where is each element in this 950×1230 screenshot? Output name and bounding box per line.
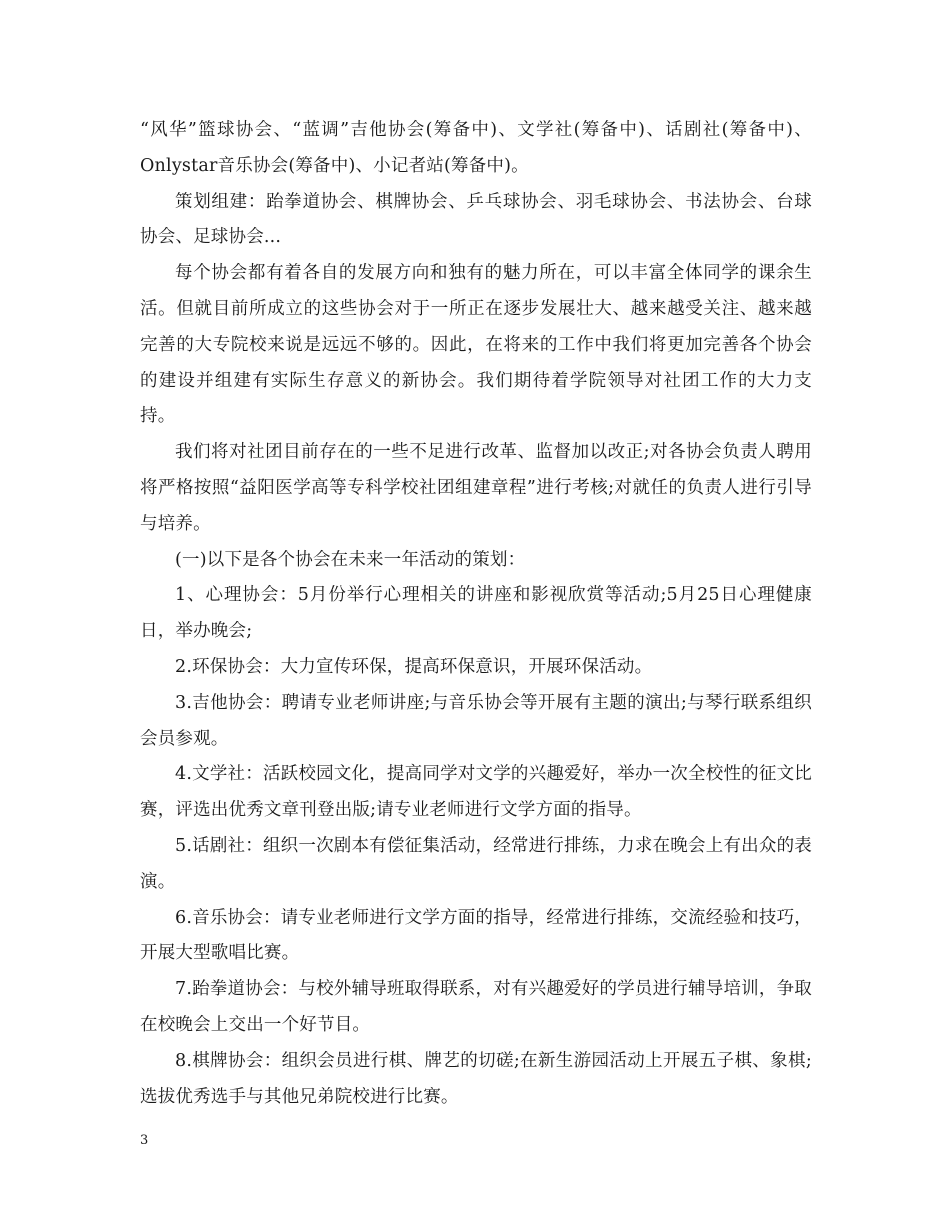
paragraph-section-heading: (一)以下是各个协会在未来一年活动的策划： (175, 549, 526, 570)
page-number: 3 (140, 1133, 149, 1148)
paragraph-item-1: 1、心理协会：5月份举行心理相关的讲座和影视欣赏等活动;5月25日心理健康日，举办晚会; (140, 585, 812, 642)
paragraph-reform: 我们将对社团目前存在的一些不足进行改革、监督加以改正;对各协会负责人聘用将严格按照“益阳医学高等专科学校社团组建章程”进行考核;对就任的负责人进行引导与培养。 (140, 442, 812, 534)
paragraph-item-6: 6.音乐协会：请专业老师进行文学方面的指导，经常进行排练，交流经验和技巧，开展大型歌唱比赛。 (140, 907, 812, 964)
paragraph-item-3: 3.吉他协会：聘请专业老师讲座;与音乐协会等开展有主题的演出;与琴行联系组织会员参观。 (140, 692, 812, 749)
paragraph-item-7: 7.跆拳道协会：与校外辅导班取得联系，对有兴趣爱好的学员进行辅导培训，争取在校晚会上交出一个好节目。 (140, 979, 812, 1035)
paragraph-item-4: 4.文学社：活跃校园文化，提高同学对文学的兴趣爱好，举办一次全校性的征文比赛，评选出优秀文章刊登出版;请专业老师进行文学方面的指导。 (140, 764, 812, 821)
paragraph-development: 每个协会都有着各自的发展方向和独有的魅力所在，可以丰富全体同学的课余生活。但就目前所成立的这些协会对于一所正在逐步发展壮大、越来越受关注、越来越完善的大专院校来说是远远不够的。因此，在将来的工作中我们将更加完善各个协会的建设并组建有实际生存意义的新协会。我们期待着学院领导对社团工作的大力支持。 (140, 263, 812, 427)
paragraph-item-5: 5.话剧社：组织一次剧本有偿征集活动，经常进行排练，力求在晚会上有出众的表演。 (140, 835, 812, 892)
paragraph-associations-list: “风华”篮球协会、“蓝调”吉他协会(筹备中)、文学社(筹备中)、话剧社(筹备中)、Onlystar音乐协会(筹备中)、小记者站(筹备中)。 (140, 120, 812, 176)
document-body (140, 113, 812, 1115)
paragraph-item-2: 2.环保协会：大力宣传环保，提高环保意识，开展环保活动。 (175, 656, 653, 677)
paragraph-item-8: 8.棋牌协会：组织会员进行棋、牌艺的切磋;在新生游园活动上开展五子棋、象棋;选拔优秀选手与其他兄弟院校进行比赛。 (140, 1050, 812, 1107)
paragraph-planned-associations: 策划组建：跆拳道协会、棋牌协会、乒乓球协会、羽毛球协会、书法协会、台球协会、足球协会... (140, 191, 812, 248)
